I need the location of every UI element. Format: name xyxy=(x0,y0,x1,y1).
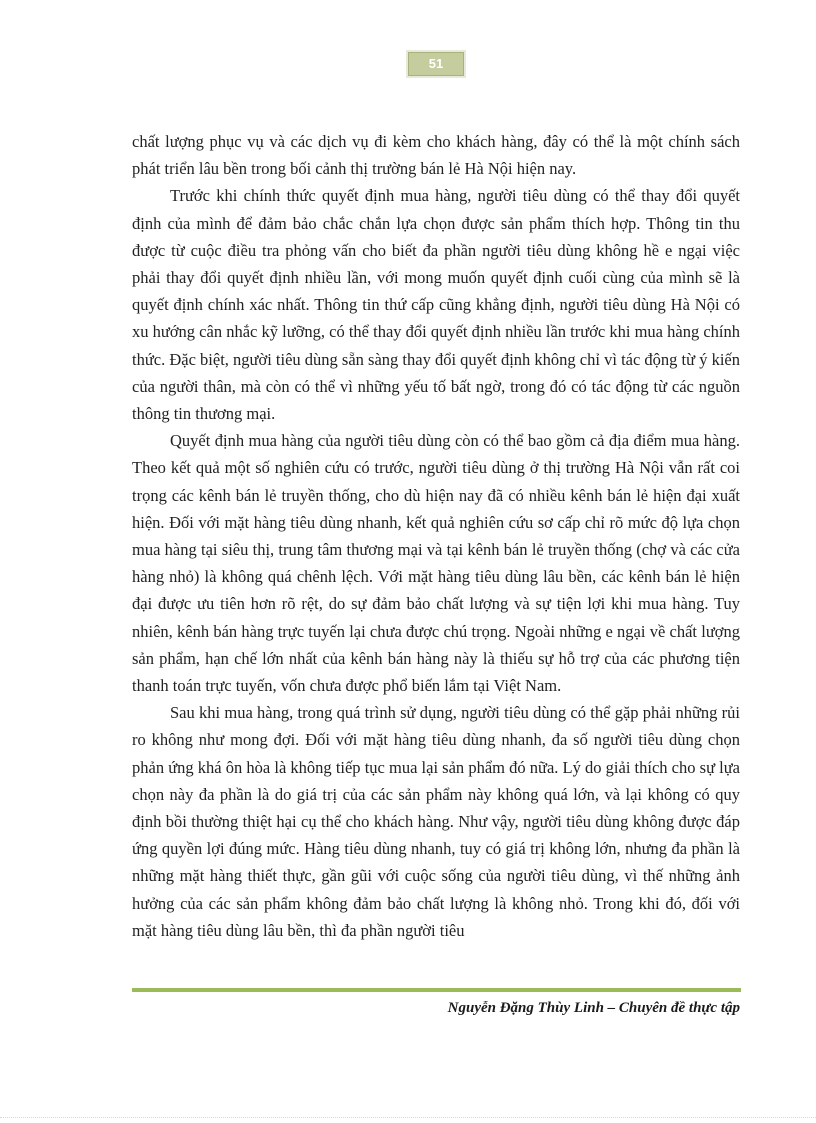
paragraph: Sau khi mua hàng, trong quá trình sử dụng, người tiêu dùng có thể gặp phải những rủi ro không như mong đợi. Đối với mặt hàng tiêu dùng nhanh, đa số người tiêu dùng chọn phản ứng khá ôn hòa là không tiếp tục mua lại sản phẩm đó nữa. Lý do giải thích cho sự lựa chọn này đa phần là do giá trị của các sản phẩm này không quá lớn, và lại không có quy định bồi thường thiệt hại cụ thể cho khách hàng. Như vậy, người tiêu dùng không được đáp ứng quyền lợi đúng mức. Hàng tiêu dùng nhanh, tuy có giá trị không lớn, nhưng đa phần là những mặt hàng thiết thực, gần gũi với cuộc sống của người tiêu dùng, vì thế những ảnh hưởng của các sản phẩm không đảm bảo chất lượng là không nhỏ. Trong khi đó, đối với mặt hàng tiêu dùng lâu bền, thì đa phần người tiêu xyxy=(132,703,740,940)
footer-author-title: Nguyễn Đặng Thùy Linh – Chuyên đề thực tập xyxy=(447,1000,740,1016)
paragraph: Trước khi chính thức quyết định mua hàng, người tiêu dùng có thể thay đổi quyết định của mình để đảm bảo chắc chắn lựa chọn được sản phẩm thích hợp. Thông tin thu được từ cuộc điều tra phỏng vấn cho biết đa phần người tiêu dùng không hề e ngại việc phải thay đổi quyết định nhiều lần, với mong muốn quyết định cuối cùng của mình sẽ là quyết định chính xác nhất. Thông tin thứ cấp cũng khẳng định, người tiêu dùng Hà Nội có xu hướng cân nhắc kỹ lưỡng, có thể thay đổi quyết định nhiều lần trước khi mua hàng chính thức. Đặc biệt, người tiêu dùng sẵn sàng thay đổi quyết định không chỉ vì tác động từ ý kiến của người thân, mà còn có thể vì những yếu tố bất ngờ, trong đó có tác động từ các nguồn thông tin thương mại. xyxy=(132,186,740,424)
body-text xyxy=(132,128,740,944)
page-bottom-border xyxy=(0,1117,816,1118)
page-number-badge: 51 xyxy=(408,52,464,76)
paragraph: Quyết định mua hàng của người tiêu dùng còn có thể bao gồm cả địa điểm mua hàng. Theo kết quả một số nghiên cứu có trước, người tiêu dùng ở thị trường Hà Nội vẫn rất coi trọng các kênh bán lẻ truyền thống, cho dù hiện nay đã có nhiều kênh bán lẻ hiện đại xuất hiện. Đối với mặt hàng tiêu dùng nhanh, kết quả nghiên cứu sơ cấp chỉ rõ mức độ lựa chọn mua hàng tại siêu thị, trung tâm thương mại và tại kênh bán lẻ truyền thống (chợ và các cửa hàng nhỏ) là không quá chênh lệch. Với mặt hàng tiêu dùng lâu bền, các kênh bán lẻ hiện đại được ưu tiên hơn rõ rệt, do sự đảm bảo chất lượng và sự tiện lợi khi mua hàng. Tuy nhiên, kênh bán hàng trực tuyến lại chưa được chú trọng. Ngoài những e ngại về chất lượng sản phẩm, hạn chế lớn nhất của kênh bán hàng này là thiếu sự hỗ trợ của các phương tiện thanh toán trực tuyến, vốn chưa được phổ biến lắm tại Việt Nam. xyxy=(132,431,740,696)
paragraph-continuation: chất lượng phục vụ và các dịch vụ đi kèm cho khách hàng, đây có thể là một chính sách phát triển lâu bền trong bối cảnh thị trường bán lẻ Hà Nội hiện nay. xyxy=(132,132,740,179)
footer-divider xyxy=(132,988,741,992)
